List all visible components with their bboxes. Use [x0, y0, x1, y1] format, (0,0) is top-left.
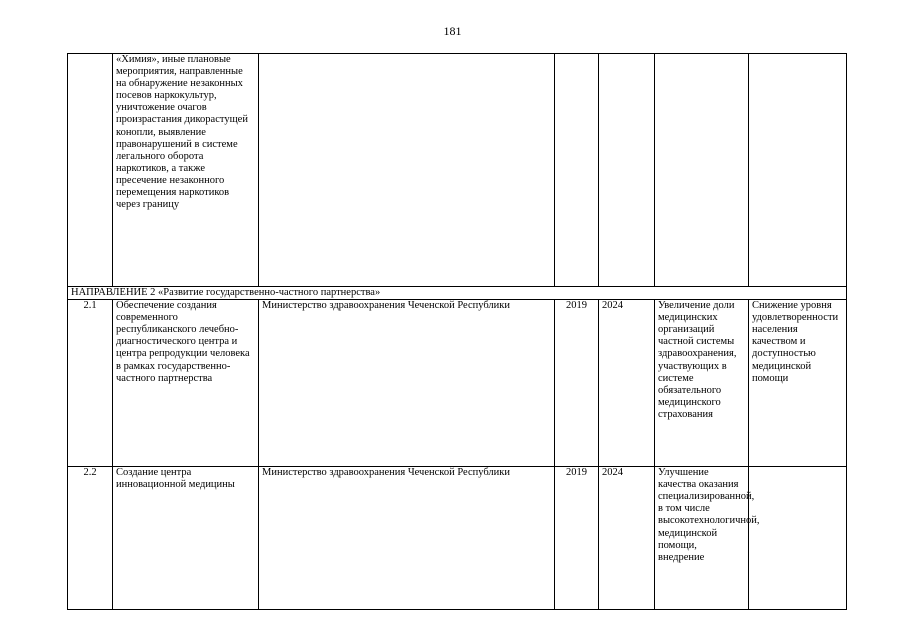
cell-num: 2.2 — [68, 467, 113, 610]
cell-num: 2.1 — [68, 300, 113, 467]
cell-end: 2024 — [599, 467, 655, 610]
cell-end: 2024 — [599, 300, 655, 467]
cell-start: 2019 — [555, 300, 599, 467]
table-row-continuation — [68, 54, 847, 287]
cell-end — [599, 54, 655, 287]
cell-result: Улучшение качества оказания специализированной, в том числе высокотехнологичной, медицинской помощи, внедрение — [655, 467, 749, 610]
cell-start: 2019 — [555, 467, 599, 610]
section-header-row — [68, 287, 847, 300]
table-row — [68, 467, 847, 610]
cell-consequence: Снижение уровня удовлетворенности населения качеством и доступностью медицинской помощи — [749, 300, 847, 467]
cell-result: Увеличение доли медицинских организаций частной системы здравоохранения, участвующих в системе обязательного медицинского страхования — [655, 300, 749, 467]
cell-executor: Министерство здравоохранения Чеченской Республики — [259, 467, 555, 610]
cell-consequence — [749, 467, 847, 610]
cell-measure: «Химия», иные плановые мероприятия, направленные на обнаружение незаконных посевов наркокультур, уничтожение очагов произрастания дикорастущей конопли, выявление правонарушений в системе легального оборота наркотиков, а также пресечение незаконного перемещения наркотиков через границу — [113, 54, 259, 287]
cell-start — [555, 54, 599, 287]
cell-executor: Министерство здравоохранения Чеченской Республики — [259, 300, 555, 467]
page-number: 181 — [443, 24, 462, 38]
cell-executor — [259, 54, 555, 287]
cell-num — [68, 54, 113, 287]
cell-measure: Создание центра инновационной медицины — [113, 467, 259, 610]
section-title: НАПРАВЛЕНИЕ 2 «Развитие государственно-частного партнерства» — [68, 287, 847, 300]
table-row — [68, 300, 847, 467]
cell-consequence — [749, 54, 847, 287]
cell-measure: Обеспечение создания современного республиканского лечебно-диагностического центра и центра репродукции человека в рамках государственно-частного партнерства — [113, 300, 259, 467]
cell-result — [655, 54, 749, 287]
measures-table — [67, 53, 847, 610]
